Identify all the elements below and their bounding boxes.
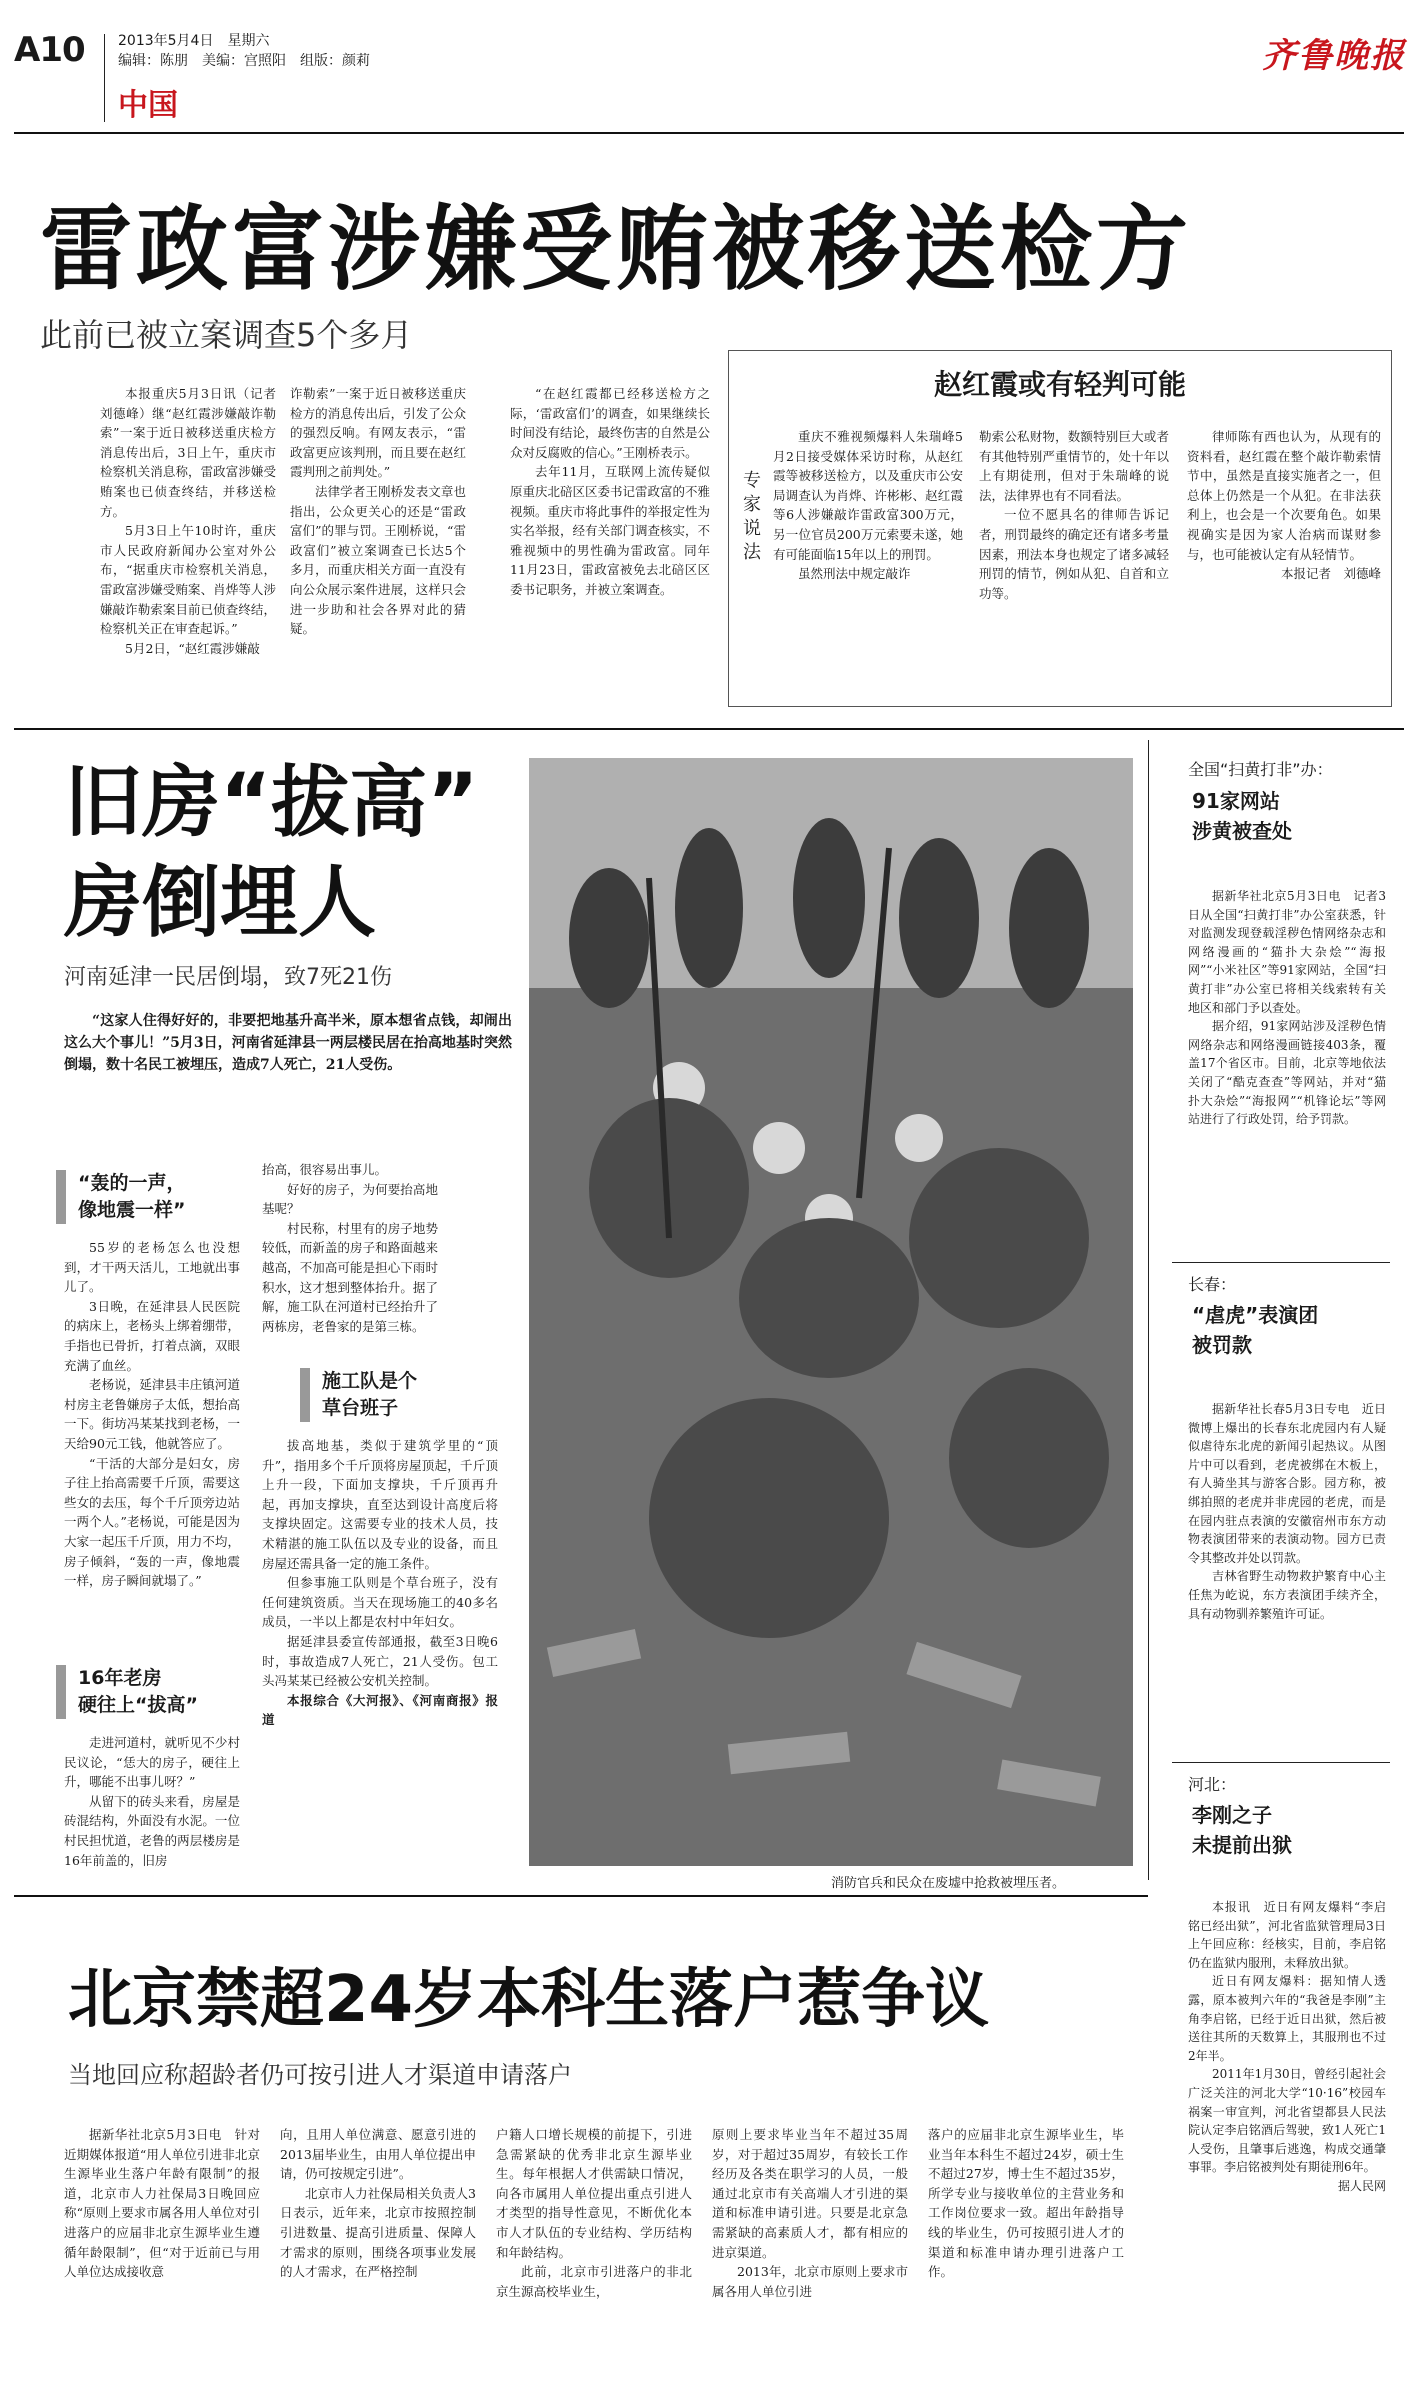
story1-col1: 本报重庆5月3日讯（记者 刘德峰）继“赵红霞涉嫌敲诈勒索”一案于近日被移送重庆检方消息传出后，3日上午，重庆市检察机关消息称，雷政富涉嫌受贿案也已侦查终结，并移送检方。 5月3日上午10时许，重庆市人民政府新闻办公室对外公布，“据重庆市检察机关消息，雷政富涉嫌受贿案、肖烨等人涉嫌敲诈勒索案目前已侦查终结，检察机关正在审查起诉。” 5月2日，“赵红霞涉嫌敲 [100,386,289,656]
page-number: A10 [14,30,85,70]
sidebar-item3-kicker: 河北： [1188,1775,1237,1794]
staff-credits: 编辑：陈朋 美编：宫照阳 组版：颜莉 [118,53,370,69]
story3-col1: 据新华社北京5月3日电 针对近期媒体报道“用人单位引进非北京生源毕业生落户年龄有限制”的报道，北京市人力社保局3日晚回应称“原则上要求市属各用人单位对引进落户的应届非北京生源毕业生遵循年龄限制”，但“对于近前已与用人单位达成接收意 [64,2127,260,2280]
story2-subhead-bang: “轰的一声， 像地震一样” [56,1170,248,1224]
issue-date: 2013年5月4日 星期六 [118,33,270,49]
story1-bottom-rule [14,728,1404,730]
sidebar-item2-title: “虐虎”表演团 被罚款 [1192,1303,1319,1357]
story3-col4: 原则上要求毕业当年不超过35周岁，对于超过35周岁，有较长工作经历及各类在职学习的人员，一般通过北京市有关高端人才引进的渠道和标准申请引进。只要是北京急需紧缺的高素质人才，都有相应的进京渠道。 2013年，北京市原则上要求市属各用人单位引进 [712,2127,908,2299]
sidebar-item1-title: 91家网站 涉黄被查处 [1192,789,1292,843]
story2-col2a: 抬高，很容易出事儿。 好好的房子，为何要抬高地基呢？ 村民称，村里有的房子地势较低，而新盖的房子和路面越来越高，不加高可能是担心下雨时积水，这才想到整体抬升。据了解，施工队在河道村已经抬升了两栋房，老鲁家的是第三栋。 [262,1162,438,1334]
photo-caption: 消防官兵和民众在废墟中抢救被埋压者。 [831,1876,1066,1891]
sidebar-item3-title: 李刚之子 未提前出狱 [1192,1803,1292,1857]
rescue-photo [529,758,1133,1866]
sidebar-item1-body: 据新华社北京5月3日电 记者3日从全国“扫黄打非”办公室获悉，针对监测发现登载淫秽色情网络杂志和网络漫画的“猫扑大杂烩”“海报网”“小米社区”等91家网站，全国“扫黄打非”办公室已将相关线索转有关地区和部门予以查处。 据介绍，91家网站涉及淫秽色情网络杂志和网络漫画链接403条，覆盖17个省区市。目前，北京等地依法关闭了“酷克查查”等网站，并对“猫扑大杂烩”“海报网”“机锋论坛”等网站进行了行政处罚，给予罚款。 [1188,889,1386,1127]
story1-col3: “在赵红霞都已经移送检方之际，‘雷政富们’的调查，如果继续长时间没有结论，最终伤害的自然是公众对反腐败的信心。”王刚桥表示。 去年11月，互联网上流传疑似原重庆北碚区区委书记雷政富的不雅视频。重庆市将此事件的举报定性为实名举报，经有关部门调查核实，不雅视频中的男性确为雷政富。同年11月23日，雷政富被免去北碚区区委书记职务，并被立案调查。 [510,386,711,597]
sidebar-item1-kicker: 全国“扫黄打非”办： [1188,760,1333,779]
sidebar-rule-1 [1172,1262,1390,1263]
story2-col2b: 拔高地基，类似于建筑学里的“顶升”，指用多个千斤顶将房屋顶起，千斤顶上升一段，下面加支撑块，千斤顶再升起，再加支撑块，直至达到设计高度后将支撑块固定。这需要专业的技术人员，技术精湛的施工队伍以及专业的设备，而且房屋还需具备一定的施工条件。 但参事施工队则是个草台班子，没有任何建筑资质。当天在现场施工的40多名成员，一半以上都是农村中年妇女。 据延津县委宣传部通报，截至3日晚6时，事故造成7人死亡，21人受伤。包工头冯某某已经被公安机关控制。 本报综合《大河报》、《河南商报》报道 [262,1438,498,1728]
sidebar-item3-body: 本报讯 近日有网友爆料“李启铭已经出狱”，河北省监狱管理局3日上午回应称：经核实，目前，李启铭仍在监狱内服刑，未释放出狱。 近日有网友爆料：据知情人透露，原本被判六年的“我爸是李刚”主角李启铭，已经于近日出狱，然后被送往其所的天数算上，其服刑也不过2年半。 2011年1月30日，曾经引起社会广泛关注的河北大学“10·16”校园车祸案一审宣判，河北省望都县人民法院认定李启铭酒后驾驶，致1人死亡1人受伤，且肇事后逃逸，构成交通肇事罪。李启铭被判处有期徒刑6年。 据人民网 [1188,1900,1386,2193]
expert-col2: 勒索公私财物，数额特别巨大或者有其他特别严重情节的，处十年以上有期徒刑，但对于朱瑞峰的说法，法律界也有不同看法。 一位不愿具名的律师告诉记者，刑罚最终的确定还有诸多考量因素，刑法本身也规定了诸多减轻刑罚的情节，例如从犯、自首和立功等。 [979,429,1169,601]
section-name: 中国 [118,88,178,123]
story2-bottom-rule [14,1895,1148,1897]
story1-col2: 诈勒索”一案于近日被移送重庆检方的消息传出后，引发了公众的强烈反响。有网友表示，“雷政富更应该判刑，而且要在赵红霞判刑之前判处。” 法律学者王刚桥发表文章也指出，公众更关心的还是“雷政富们”的罪与罚。王刚桥说，“雷政富们”被立案调查已长达5个多月，而重庆相关方面一直没有向公众展示案件进展，这样只会进一步助和社会各界对此的猜疑。 [290,386,466,637]
story1-headline: 雷政富涉嫌受贿被移送检方 [40,196,1193,303]
story3-headline: 北京禁超24岁本科生落户惹争议 [68,1963,990,2037]
sidebar-item2-body: 据新华社长春5月3日专电 近日微博上爆出的长春东北虎园内有人疑似虐待东北虎的新闻引起热议。从图片中可以看到，老虎被绑在木板上，有人骑坐其与游客合影。园方称，被绑拍照的老虎并非虎园的老虎，而是在园内驻点表演的安徽宿州市东方动物表演团带来的表演动物。园方已责令其整改并处以罚款。 吉林省野生动物救护繁育中心主任焦为屹说，东方表演团手续齐全，具有动物驯养繁殖许可证。 [1188,1402,1386,1621]
story3-col2: 向，且用人单位满意、愿意引进的2013届毕业生，由用人单位提出申请，仍可按规定引进”。 北京市人力社保局相关负责人3日表示，近年来，北京市按照控制引进数量、提高引进质量、保障人才需求的原则，围绕各项事业发展的人才需求，在严格控制 [280,2127,476,2280]
story2-col1b: 走进河道村，就听见不少村民议论，“恁大的房子，硬往上升，哪能不出事儿呀？” 从留下的砖头来看，房屋是砖混结构，外面没有水泥。一位村民担忧道，老鲁的两层楼房是16年前盖的，旧房 [64,1735,240,1868]
expert-box [728,350,1392,707]
story2-col1a: 55岁的老杨怎么也没想到，才干两天活儿，工地就出事儿了。 3日晚，在延津县人民医院的病床上，老杨头上绑着绷带，手指也已骨折，打着点滴，双眼充满了血丝。 老杨说，延津县丰庄镇河道村房主老鲁嫌房子太低，想抬高一下。街坊冯某某找到老杨，一天给90元工钱，他就答应了。 “干活的大部分是妇女，房子往上抬高需要千斤顶，需要这些女的去压，每个千斤顶旁边站一两个人。”老杨说，可能是因为大家一起压千斤顶，用力不均，房子倾斜，“轰的一声，像地震一样，房子瞬间就塌了。” [64,1240,240,1589]
story2-subhead-crew: 施工队是个 草台班子 [300,1368,472,1422]
story2-headline-line2: 房倒埋人 [64,858,377,948]
story3-col5: 落户的应届非北京生源毕业生，毕业当年本科生不超过24岁，硕士生不超过27岁，博士生不超过35岁，所学专业与接收单位的主营业务和工作岗位要求一致。超出年龄指导线的毕业生，仍可按照引进人才的渠道和标准申请办理引进落户工作。 [928,2127,1124,2280]
masthead-rule [14,132,1404,134]
rubble-illustration [529,758,1133,1866]
expert-col1: 重庆不雅视频爆料人朱瑞峰5月2日接受媒体采访时称，从赵红霞等被移送检方，以及重庆市公安局调查认为肖烨、许彬彬、赵红霞等6人涉嫌敲诈雷政富300万元，另一位官员200万元索要未遂，她有可能面临15年以上的刑罚。 虽然刑法中规定敲诈 [773,429,963,582]
story2-headline-line1: 旧房“拔高” [64,758,479,848]
newspaper-logo: 齐鲁晚报 [1262,36,1406,76]
expert-label: 专家说法 [743,470,761,563]
story3-subhead: 当地回应称超龄者仍可按引进人才渠道申请落户 [68,2061,572,2089]
sidebar-item2-kicker: 长春： [1188,1275,1237,1294]
story2-lead: “这家人住得好好的，非要把地基升高半米，原本想省点钱，却闹出这么大个事儿！”5月3日，河南省延津县一两层楼民居在抬高地基时突然倒塌，数十名民工被埋压，造成7人死亡，21人受伤。 [64,1013,512,1073]
sidebar-divider [1148,740,1149,1880]
story2-subhead-oldhouse: 16年老房 硬往上“拔高” [56,1665,248,1719]
expert-title: 赵红霞或有轻判可能 [933,368,1186,401]
expert-col3: 律师陈有西也认为，从现有的资料看，赵红霞在整个敲诈勒索情节中，虽然是直接实施者之一，但总体上仍然是一个从犯。在非法获利上，也会是一个次要角色。如果视确实是因为家人治病而谋财参与，也可能被认定有从轻情节。 本报记者 刘德峰 [1187,429,1381,582]
story3-col3: 户籍人口增长规模的前提下，引进急需紧缺的优秀非北京生源毕业生。每年根据人才供需缺口情况，向各市属用人单位提出重点引进人才类型的指导性意见，不断优化本市人才队伍的专业结构、学历结构和年龄结构。 此前，北京市引进落户的非北京生源高校毕业生， [496,2127,692,2299]
story2-subhead: 河南延津一民居倒塌，致7死21伤 [64,965,392,990]
masthead-divider [104,34,105,122]
story1-subhead: 此前已被立案调查5个多月 [40,316,413,354]
sidebar-rule-2 [1172,1762,1390,1763]
